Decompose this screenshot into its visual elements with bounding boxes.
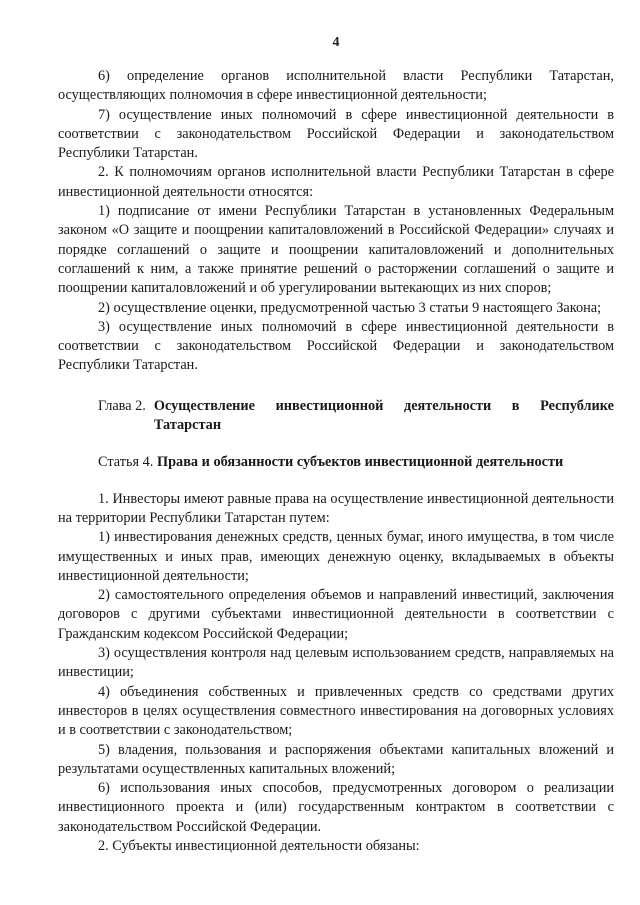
paragraph: 3) осуществления контроля над целевым использованием средств, направляемых на инвестиции;	[58, 645, 614, 681]
paragraph: 6) определение органов исполнительной власти Республики Татарстан, осуществляющих полномочия в сфере инвестиционной деятельности;	[58, 68, 614, 104]
chapter-label: Глава 2.	[98, 397, 146, 414]
paragraph: 5) владения, пользования и распоряжения объектами капитальных вложений и результатами осуществленных капитальных вложений;	[58, 741, 614, 777]
article-title: Права и обязанности субъектов инвестиционной деятельности	[156, 454, 564, 471]
article-heading	[58, 453, 614, 472]
article-label: Статья 4.	[98, 454, 154, 471]
chapter-title: Осуществление инвестиционной деятельности в Республике Татарстан	[153, 397, 614, 434]
paragraph: 1) подписание от имени Республики Татарстан в установленных Федеральным законом «О защите и поощрении капиталовложений в Российской Федерации» случаях и порядке соглашений о защите и поощрении капиталовложений и дополнительных соглашений к ним, а также принятие решений о расторжении соглашений о защите и поощрении капиталовложений и об урегулировании вытекающих из них споров;	[58, 203, 614, 297]
paragraph: 1. Инвесторы имеют равные права на осуществление инвестиционной деятельности на территории Республики Татарстан путем:	[58, 490, 614, 526]
paragraph: 3) осуществление иных полномочий в сфере инвестиционной деятельности в соответствии с законодательством Российской Федерации и законодательством Республики Татарстан.	[58, 318, 614, 374]
document-body	[58, 67, 614, 856]
paragraph: 1) инвестирования денежных средств, ценных бумаг, иного имущества, в том числе имущественных и иных прав, имеющих денежную оценку, вкладываемых в объекты инвестиционной деятельности;	[58, 529, 614, 584]
paragraph: 7) осуществление иных полномочий в сфере инвестиционной деятельности в соответствии с законодательством Российской Федерации и законодательством Республики Татарстан.	[58, 106, 614, 162]
paragraph: 6) использования иных способов, предусмотренных договором о реализации инвестиционного проекта и (или) государственным контрактом в соответствии с законодательством Российской Федерации.	[58, 780, 614, 835]
paragraph: 2) самостоятельного определения объемов и направлений инвестиций, заключения договоров с другими субъектами инвестиционной деятельности в соответствии с Гражданским кодексом Российской Федерации;	[58, 587, 614, 642]
paragraph: 4) объединения собственных и привлеченных средств со средствами других инвесторов в целях осуществления совместного инвестирования на договорных условиях и в соответствии с законодательством;	[58, 683, 614, 739]
chapter-heading	[58, 397, 614, 436]
page-number: 4	[332, 35, 340, 50]
paragraph: 2) осуществление оценки, предусмотренной частью 3 статьи 9 настоящего Закона;	[98, 299, 602, 316]
paragraph: 2. Субъекты инвестиционной деятельности обязаны:	[98, 837, 420, 854]
document-page	[58, 0, 614, 905]
paragraph: 2. К полномочиям органов исполнительной власти Республики Татарстан в сфере инвестиционной деятельности относятся:	[58, 164, 614, 200]
